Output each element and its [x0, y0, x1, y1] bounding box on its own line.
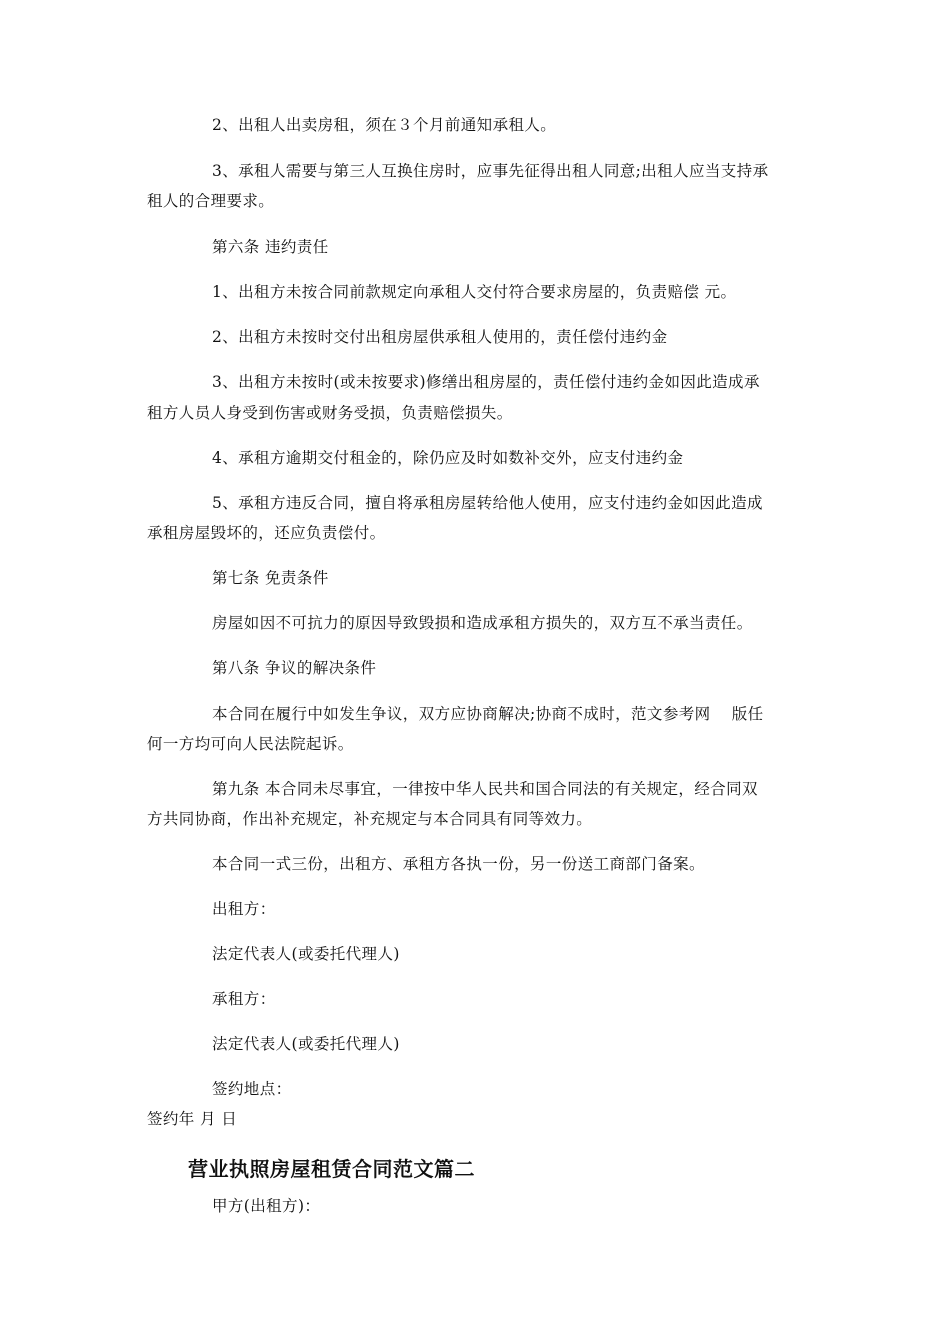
clause-5-item-3: 3、承租人需要与第三人互换住房时，应事先征得出租人同意;出租人应当支持承: [212, 162, 769, 180]
clause-5-item-2: 2、出租人出卖房租，须在３个月前通知承租人。: [212, 116, 557, 134]
article-6-item-3: 3、出租方未按时(或未按要求)修缮出租房屋的，责任偿付违约金如因此造成承: [212, 373, 760, 391]
article-6-heading: 第六条 违约责任: [212, 238, 329, 256]
article-6-item-5-cont: 承租房屋毁坏的，还应负责偿付。: [147, 524, 386, 542]
article-8-text: 本合同在履行中如发生争议，双方应协商解决;协商不成时，范文参考网 版任: [212, 705, 764, 723]
article-9-text: 第九条 本合同未尽事宜，一律按中华人民共和国合同法的有关规定，经合同双: [212, 780, 758, 798]
article-8-text-cont: 何一方均可向人民法院起诉。: [147, 735, 354, 753]
party-a-label: 甲方(出租方)：: [212, 1197, 321, 1215]
lessee-signature-label: 承租方：: [212, 990, 276, 1008]
lessor-representative-label: 法定代表人(或委托代理人): [212, 945, 400, 963]
article-6-item-5: 5、承租方违反合同，擅自将承租房屋转给他人使用，应支付违约金如因此造成: [212, 494, 763, 512]
article-6-item-3-cont: 租方人员人身受到伤害或财务受损，负责赔偿损失。: [147, 404, 513, 422]
article-6-item-1: 1、出租方未按合同前款规定向承租人交付符合要求房屋的，负责赔偿 元。: [212, 283, 737, 301]
signing-date-label: 签约年 月 日: [147, 1110, 238, 1128]
article-6-item-2: 2、出租方未按时交付出租房屋供承租人使用的，责任偿付违约金: [212, 328, 668, 346]
article-7-text: 房屋如因不可抗力的原因导致毁损和造成承租方损失的，双方互不承当责任。: [212, 614, 753, 632]
article-7-heading: 第七条 免责条件: [212, 569, 329, 587]
clause-5-item-3-cont: 租人的合理要求。: [147, 192, 275, 210]
article-8-heading: 第八条 争议的解决条件: [212, 659, 377, 677]
section-title: 营业执照房屋租赁合同范文篇二: [188, 1157, 475, 1181]
lessor-signature-label: 出租方：: [212, 900, 276, 918]
lessee-representative-label: 法定代表人(或委托代理人): [212, 1035, 400, 1053]
article-6-item-4: 4、承租方逾期交付租金的，除仍应及时如数补交外，应支付违约金: [212, 449, 684, 467]
signing-place-label: 签约地点：: [212, 1080, 292, 1098]
copies-clause: 本合同一式三份，出租方、承租方各执一份，另一份送工商部门备案。: [212, 855, 705, 873]
article-9-text-cont: 方共同协商，作出补充规定，补充规定与本合同具有同等效力。: [147, 810, 593, 828]
